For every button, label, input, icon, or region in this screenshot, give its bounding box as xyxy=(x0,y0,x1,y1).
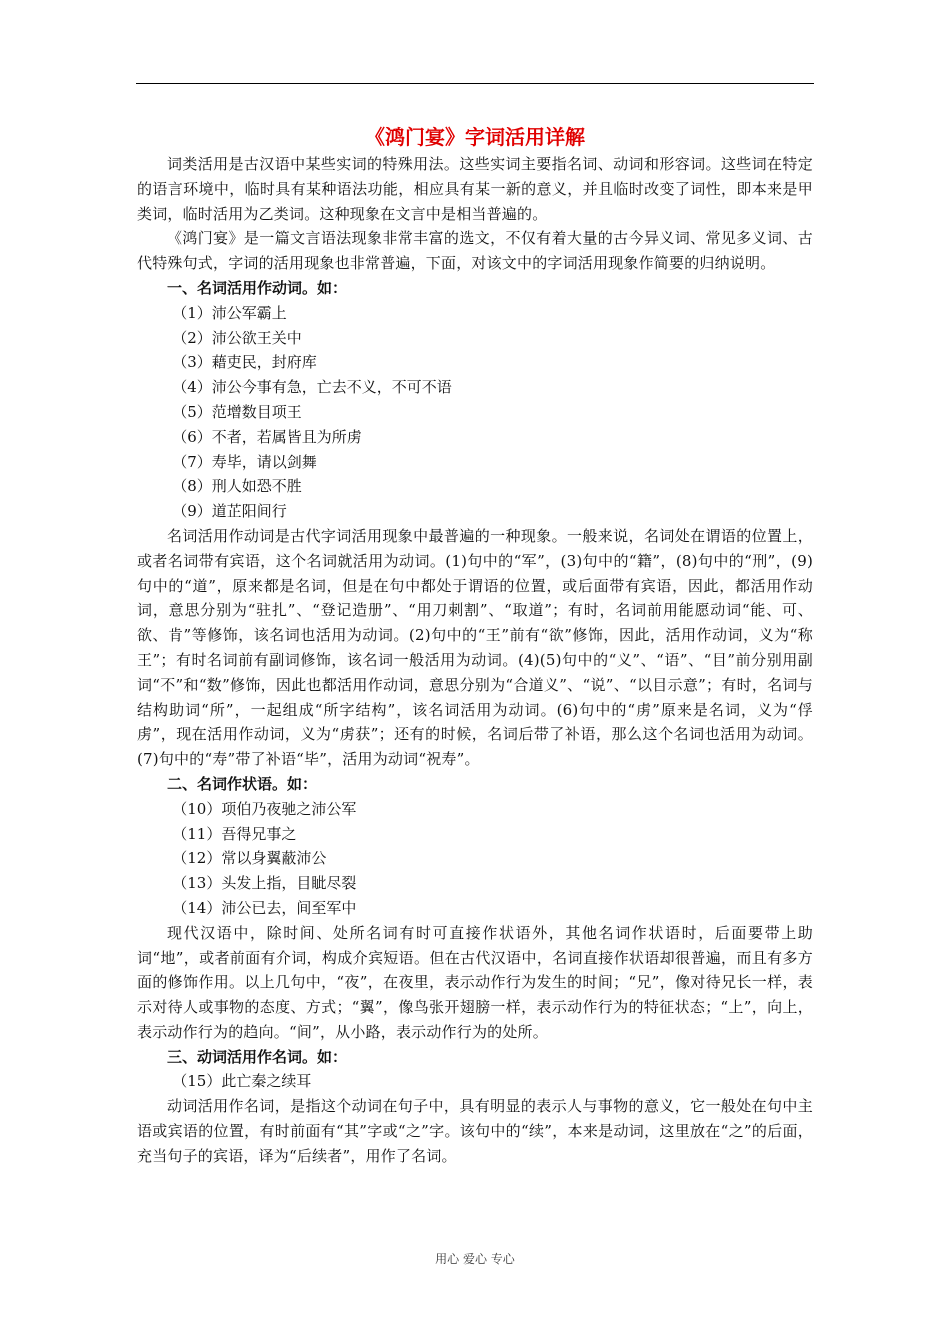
example-item: （3）藉吏民，封府库 xyxy=(172,353,317,372)
example-item: （5）范增数目项王 xyxy=(172,402,302,421)
example-item: （11）吾得兄事之 xyxy=(172,824,297,843)
section-heading-1: 一、名词活用作动词。如： xyxy=(167,278,348,297)
intro-paragraph-1: 词类活用是古汉语中某些实词的特殊用法。这些实词主要指名词、动词和形容词。这些词在特定的语言环境中，临时具有某种语法功能，相应具有某一新的意义，并且临时改变了词性，即本来是甲类词，临时活用为乙类词。这种现象在文言中是相当普遍的。 xyxy=(137,155,813,223)
section-explanation-2: 现代汉语中，除时间、处所名词有时可直接作状语外，其他名词作状语时，后面要带上助词“地”，或者前面有介词，构成介宾短语。但在古代汉语中，名词直接作状语却很普遍，而且有多方面的修饰作用。以上几句中，“夜”，在夜里，表示动作行为发生的时间；“兄”，像对待兄长一样，表示对待人或事物的态度、方式；“翼”，像鸟张开翅膀一样，表示动作行为的特征状态；“上”，向上，表示动作行为的趋向。“间”，从小路，表示动作行为的处所。 xyxy=(137,923,813,1041)
example-item: （10）项伯乃夜驰之沛公军 xyxy=(172,799,357,818)
section-explanation-3: 动词活用作名词，是指这个动词在句子中，具有明显的表示人与事物的意义，它一般处在句中主语或宾语的位置，有时前面有“其”字或“之”字。该句中的“续”，本来是动词，这里放在“之”的后面，充当句子的宾语，译为“后续者”，用作了名词。 xyxy=(137,1097,813,1165)
example-item: （6）不者，若属皆且为所虏 xyxy=(172,427,362,446)
intro-paragraph-2: 《鸿门宴》是一篇文言语法现象非常丰富的选文，不仅有着大量的古今异义词、常见多义词、古代特殊句式，字词的活用现象也非常普遍，下面，对该文中的字词活用现象作简要的归纳说明。 xyxy=(137,229,813,273)
section-explanation-1: 名词活用作动词是古代字词活用现象中最普遍的一种现象。一般来说，名词处在谓语的位置上，或者名词带有宾语，这个名词就活用为动词。(1)句中的“军”，(3)句中的“籍”，(8)句中的“刑”，(9)句中的“道”，原来都是名词，但是在句中都处于谓语的位置，或后面带有宾语，因此，都活用作动词，意思分别为“驻扎”、“登记造册”、“用刀刺割”、“取道”；有时，名词前用能愿动词“能、可、欲、肯”等修饰，该名词也活用为动词。(2)句中的“王”前有“欲”修饰，因此，活用作动词，义为“称王”；有时名词前有副词修饰，该名词一般活用为动词。(4)(5)句中的“义”、“语”、“目”前分别用副词“不”和“数”修饰，因此也都活用作动词，意思分别为“合道义”、“说”、“以目示意”；有时，名词与结构助词“所”，一起组成“所字结构”，该名词活用为动词。(6)句中的“虏”原来是名词，义为“俘虏”，现在活用作动词，义为“虏获”；还有的时候，名词后带了补语，那么这个名词也活用为动词。(7)句中的“寿”带了补语“毕”，活用为动词“祝寿”。 xyxy=(137,526,813,769)
section-heading-3: 三、动词活用作名词。如： xyxy=(167,1047,348,1066)
example-item: （13）头发上指，目眦尽裂 xyxy=(172,874,357,893)
section-heading-2: 二、名词作状语。如： xyxy=(167,774,318,793)
example-item: （9）道芷阳间行 xyxy=(172,502,287,521)
document-body xyxy=(137,126,813,1169)
example-item: （2）沛公欲王关中 xyxy=(172,328,302,347)
example-item: （7）寿毕，请以剑舞 xyxy=(172,452,317,471)
example-item: （12）常以身翼蔽沛公 xyxy=(172,849,327,868)
page-footer: 用心 爱心 专心 xyxy=(435,1252,515,1266)
example-item: （1）沛公军霸上 xyxy=(172,303,287,322)
document-title: 《鸿门宴》字词活用详解 xyxy=(365,125,585,149)
example-item: （4）沛公今事有急，亡去不义，不可不语 xyxy=(172,378,452,397)
example-item: （15）此亡秦之续耳 xyxy=(172,1072,312,1091)
header-rule xyxy=(136,83,814,84)
example-item: （14）沛公已去，间至军中 xyxy=(172,898,357,917)
example-item: （8）刑人如恐不胜 xyxy=(172,477,302,496)
